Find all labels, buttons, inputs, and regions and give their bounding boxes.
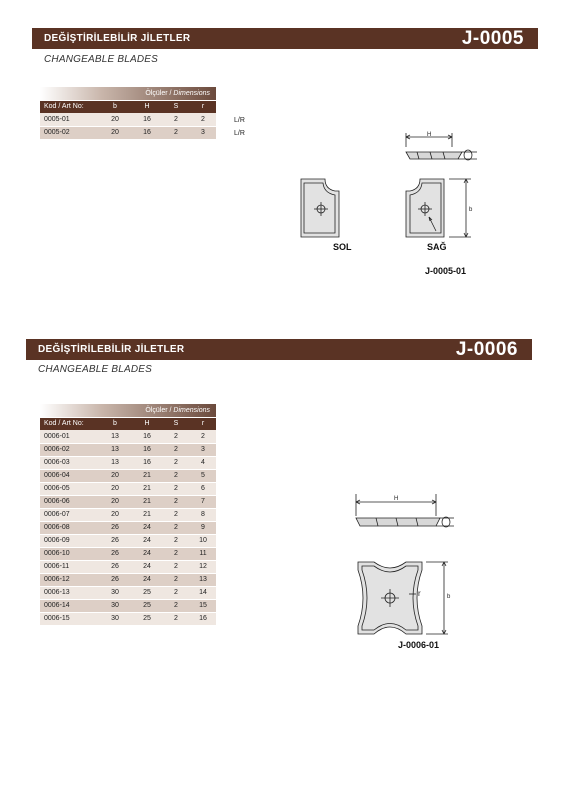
dimension-cell: 21: [132, 482, 162, 495]
dimension-cell: 2: [162, 126, 190, 139]
table-row: [40, 430, 216, 443]
dimension-label-r: r: [418, 589, 421, 598]
dimension-cell: 25: [132, 599, 162, 612]
product-code: J-0005: [461, 28, 524, 49]
dimensions-table-j0006: [40, 404, 216, 626]
column-header: Kod / Art No:: [40, 100, 98, 113]
dimension-cell: 2: [162, 469, 190, 482]
dimension-cell: 11: [190, 547, 216, 560]
dimension-cell: 24: [132, 521, 162, 534]
table-row: [40, 469, 216, 482]
dimension-cell: 2: [162, 612, 190, 625]
art-no-cell: 0006-11: [40, 560, 98, 573]
dimension-cell: 20: [98, 508, 132, 521]
dimension-label-b: b: [447, 594, 451, 600]
label-sag: SAĞ: [427, 242, 447, 252]
dimension-cell: 15: [190, 599, 216, 612]
dimension-cell: 25: [132, 612, 162, 625]
table-header-row: [40, 417, 216, 430]
section-banner-j0006: [26, 339, 532, 360]
dimension-cell: 16: [132, 430, 162, 443]
dimension-cell: 30: [98, 612, 132, 625]
banner-subtitle: CHANGEABLE BLADES: [44, 54, 158, 65]
dimension-cell: 8: [190, 508, 216, 521]
dimension-cell: 2: [162, 534, 190, 547]
table-row: [40, 573, 216, 586]
dimension-cell: 13: [98, 456, 132, 469]
dimension-cell: 13: [98, 430, 132, 443]
dimension-cell: 2: [162, 443, 190, 456]
dimension-cell: 21: [132, 469, 162, 482]
art-no-cell: 0006-02: [40, 443, 98, 456]
dimension-cell: 2: [190, 430, 216, 443]
dimension-cell: 2: [162, 508, 190, 521]
art-no-cell: 0006-03: [40, 456, 98, 469]
dimension-cell: 26: [98, 547, 132, 560]
dimension-cell: 9: [190, 521, 216, 534]
table-row: [40, 521, 216, 534]
dimension-cell: 2: [162, 560, 190, 573]
product-code: J-0006: [455, 339, 518, 360]
dimension-cell: 4: [190, 456, 216, 469]
dimension-cell: 16: [190, 612, 216, 625]
dimension-cell: 3: [190, 126, 216, 139]
banner-title: DEĞİŞTİRİLEBİLİR JİLETLER: [38, 344, 185, 355]
dimension-cell: 12: [190, 560, 216, 573]
column-header: b: [98, 417, 132, 430]
dimension-cell: 20: [98, 482, 132, 495]
dimension-cell: 7: [190, 495, 216, 508]
dimension-cell: 2: [190, 113, 216, 126]
section-banner-j0005: [32, 28, 538, 49]
drawing-caption: J-0005-01: [425, 266, 467, 276]
dimension-cell: 2: [162, 521, 190, 534]
art-no-cell: 0005-02: [40, 126, 98, 139]
dimension-cell: 30: [98, 586, 132, 599]
dimensions-table-j0005: [40, 87, 216, 140]
dimension-cell: 24: [132, 534, 162, 547]
banner-subtitle: CHANGEABLE BLADES: [38, 364, 152, 375]
dimension-cell: 21: [132, 508, 162, 521]
dimension-cell: 5: [190, 469, 216, 482]
dimension-cell: 16: [132, 126, 162, 139]
dimension-cell: 24: [132, 560, 162, 573]
dimension-label-b: b: [469, 207, 473, 213]
dimensions-super-header: Ölçüler / Dimensions: [40, 404, 216, 417]
dimension-cell: 2: [162, 430, 190, 443]
dimension-cell: 16: [132, 456, 162, 469]
art-no-cell: 0006-07: [40, 508, 98, 521]
art-no-cell: 0006-14: [40, 599, 98, 612]
dimension-cell: 26: [98, 534, 132, 547]
table-row: [40, 599, 216, 612]
dimensions-super-header: Ölçüler / Dimensions: [40, 87, 216, 100]
art-no-cell: 0006-08: [40, 521, 98, 534]
dimension-label-h: H: [394, 496, 399, 502]
table-row: [40, 456, 216, 469]
dimension-cell: 2: [162, 482, 190, 495]
dimension-label-h: H: [427, 132, 432, 138]
dimension-cell: 21: [132, 495, 162, 508]
art-no-cell: 0006-06: [40, 495, 98, 508]
dimension-cell: 6: [190, 482, 216, 495]
table-row: [40, 126, 216, 139]
art-no-cell: 0006-04: [40, 469, 98, 482]
column-header: S: [162, 100, 190, 113]
column-header: r: [190, 100, 216, 113]
table-row: [40, 586, 216, 599]
dimension-cell: 26: [98, 573, 132, 586]
label-sol: SOL: [333, 242, 352, 252]
column-header: S: [162, 417, 190, 430]
table-row: [40, 560, 216, 573]
dimension-cell: 30: [98, 599, 132, 612]
dimension-cell: 24: [132, 547, 162, 560]
dimension-cell: 2: [162, 113, 190, 126]
side-note: L/R: [234, 117, 245, 124]
dimension-cell: 20: [98, 469, 132, 482]
dimension-cell: 14: [190, 586, 216, 599]
table-row: [40, 482, 216, 495]
dimension-cell: 13: [190, 573, 216, 586]
dimension-cell: 13: [98, 443, 132, 456]
dimension-cell: 2: [162, 495, 190, 508]
table-row: [40, 113, 216, 126]
art-no-cell: 0005-01: [40, 113, 98, 126]
dimension-cell: 10: [190, 534, 216, 547]
column-header: b: [98, 100, 132, 113]
column-header: r: [190, 417, 216, 430]
side-note: L/R: [234, 130, 245, 137]
art-no-cell: 0006-15: [40, 612, 98, 625]
art-no-cell: 0006-13: [40, 586, 98, 599]
dimension-cell: 20: [98, 126, 132, 139]
table-row: [40, 612, 216, 625]
dimension-cell: 20: [98, 495, 132, 508]
art-no-cell: 0006-05: [40, 482, 98, 495]
art-no-cell: 0006-09: [40, 534, 98, 547]
banner-title: DEĞİŞTİRİLEBİLİR JİLETLER: [44, 33, 191, 44]
dimension-cell: 2: [162, 573, 190, 586]
dimension-cell: 16: [132, 113, 162, 126]
dimension-cell: 2: [162, 547, 190, 560]
table-row: [40, 495, 216, 508]
column-header: H: [132, 417, 162, 430]
dimension-cell: 25: [132, 586, 162, 599]
column-header: Kod / Art No:: [40, 417, 98, 430]
drawing-caption: J-0006-01: [398, 640, 440, 650]
dimension-cell: 2: [162, 456, 190, 469]
blade-drawing-j0005: [285, 125, 505, 285]
table-header-row: [40, 100, 216, 113]
table-row: [40, 547, 216, 560]
dimension-cell: 24: [132, 573, 162, 586]
blade-drawing-j0006: [350, 490, 470, 640]
dimension-cell: 2: [162, 599, 190, 612]
art-no-cell: 0006-10: [40, 547, 98, 560]
dimension-cell: 20: [98, 113, 132, 126]
art-no-cell: 0006-01: [40, 430, 98, 443]
column-header: H: [132, 100, 162, 113]
table-row: [40, 534, 216, 547]
table-row: [40, 443, 216, 456]
table-row: [40, 508, 216, 521]
dimension-cell: 26: [98, 521, 132, 534]
dimension-cell: 16: [132, 443, 162, 456]
art-no-cell: 0006-12: [40, 573, 98, 586]
dimension-cell: 26: [98, 560, 132, 573]
dimension-cell: 2: [162, 586, 190, 599]
dimension-cell: 3: [190, 443, 216, 456]
